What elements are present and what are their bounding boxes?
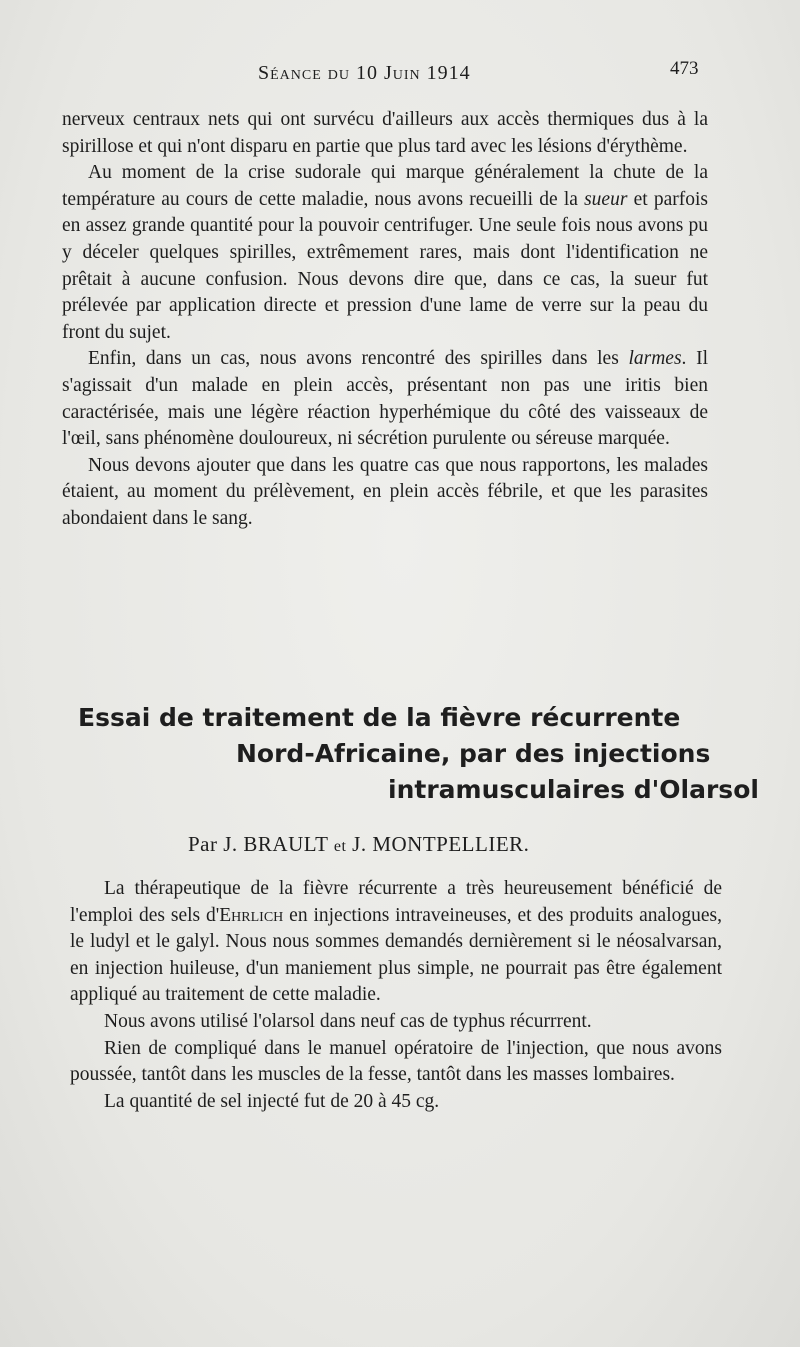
paragraph: [70, 876, 722, 1009]
running-head: Séance du 10 Juin 1914: [258, 62, 471, 84]
paragraph: [62, 107, 708, 160]
paragraph-text: et parfois en assez grande quantité pour la pouvoir centrifuger. Une seule fois nous avons pu y déceler quelques spirilles, extrêmement rares, mais dont l'identification ne prêtait à aucune confusion. Nous devons dire que, dans ce cas, la sueur fut prélevée par application directe et pression d'une lame de verre sur la peau du front du sujet.: [62, 188, 708, 343]
continued-text: [62, 107, 708, 533]
paragraph-text: Nous avons utilisé l'olarsol dans neuf cas de typhus récurrrent.: [104, 1010, 592, 1032]
page-header: [0, 58, 800, 88]
paragraph-text: Rien de compliqué dans le manuel opératoire de l'injection, que nous avons poussée, tantôt dans les muscles de la fesse, tantôt dans les masses lombaires.: [70, 1037, 722, 1086]
paragraph-text: . Il s'agissait d'un malade en plein accès, présentant non pas une iritis bien caractérisée, mais une légère réaction hyperhémique du côté des vaisseaux de l'œil, sans phénomène douloureux, ni sécrétion purulente ou séreuse marquée.: [62, 348, 708, 450]
paragraph-text: Enfin, dans un cas, nous avons rencontré des spirilles dans les: [88, 348, 629, 370]
title-line: Essai de traitement de la fièvre récurrente: [78, 703, 681, 732]
title-line: intramusculaires d'Olarsol: [388, 775, 759, 804]
emphasis-text: sueur: [584, 188, 628, 210]
emphasis-text: larmes: [628, 348, 682, 370]
paragraph: [62, 453, 708, 533]
paragraph-text: en injections intraveineuses, et des produits analogues, le ludyl et le galyl. Nous nous sommes demandés dernièrement si le néosalvarsan, en injection huileuse, d'un maniement plus simple, ne pourrait pas être également appliqué au traitement de cette maladie.: [70, 904, 722, 1006]
byline-authors: Par J. BRAULT: [188, 832, 334, 856]
paragraph: [62, 160, 708, 346]
paragraph: [62, 346, 708, 452]
paragraph-text: La thérapeutique de la fièvre récurrente a très heureusement bénéficié de l'emploi des sels d': [70, 878, 722, 926]
byline-conjunction: et: [333, 838, 347, 855]
paragraph: [70, 1089, 722, 1116]
paragraph-text: Nous devons ajouter que dans les quatre cas que nous rapportons, les malades étaient, au moment du prélèvement, en plein accès fébrile, et que les parasites abondaient dans le sang.: [62, 454, 708, 529]
paragraph-text: Au moment de la crise sudorale qui marque généralement la chute de la température au cours de cette maladie, nous avons recueilli de la: [62, 162, 708, 210]
article-title: [78, 700, 759, 808]
author-name: Ehrlich: [219, 904, 284, 926]
author-byline: [188, 832, 708, 857]
paragraph-text: nerveux centraux nets qui ont survécu d'ailleurs aux accès thermiques dus à la spirillose et qui n'ont disparu en partie que plus tard avec les lésions d'érythème.: [62, 109, 708, 157]
paragraph: [70, 1009, 722, 1036]
title-line: Nord-Africaine, par des injections: [236, 739, 711, 768]
page-number: 473: [670, 58, 699, 79]
byline-authors: J. MONTPELLIER.: [346, 832, 530, 856]
article-body: [70, 876, 722, 1115]
paragraph-text: La quantité de sel injecté fut de 20 à 45 cg.: [104, 1090, 440, 1112]
paragraph: [70, 1036, 722, 1089]
